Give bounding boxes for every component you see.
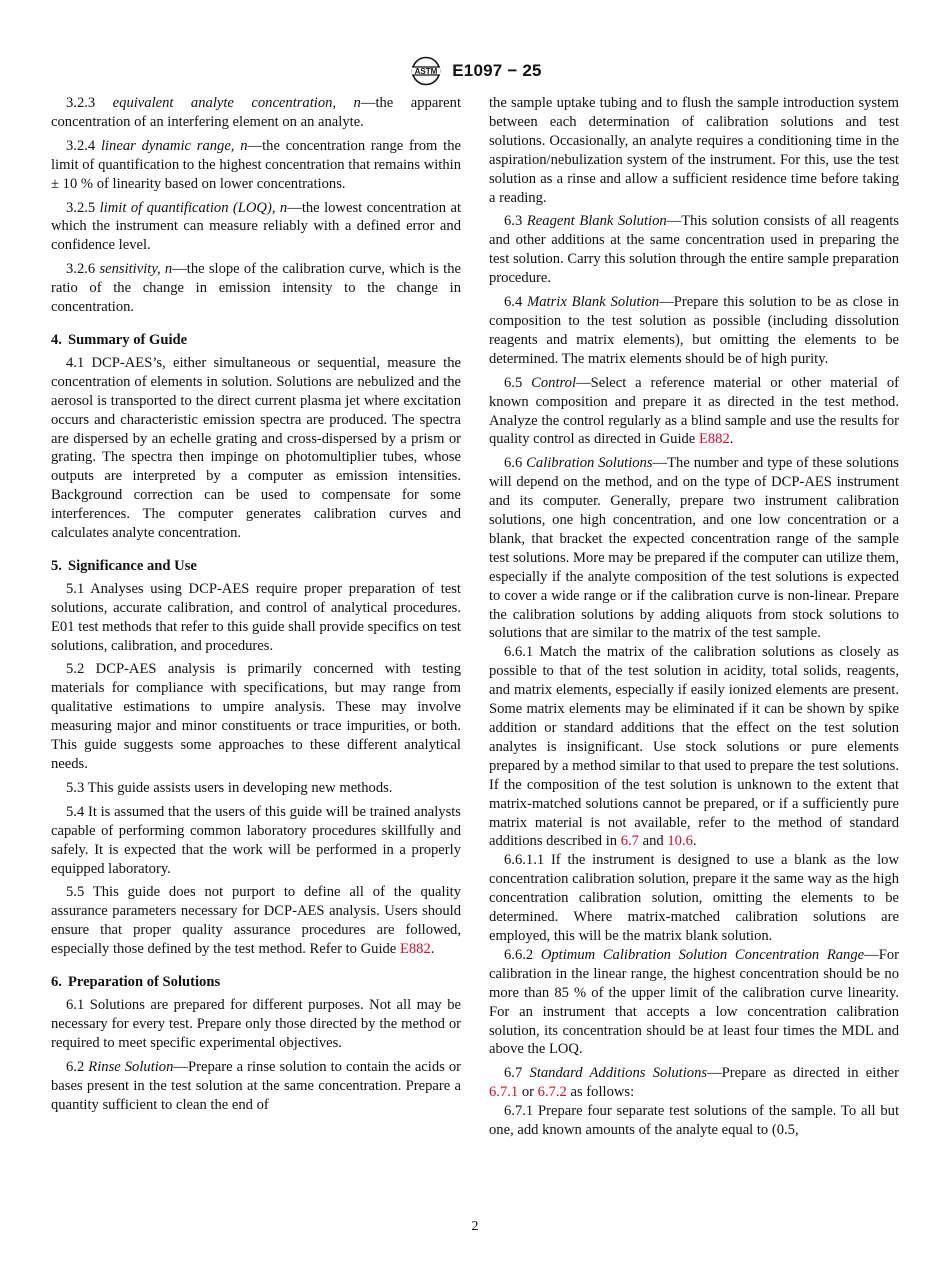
para-3-2-3: 3.2.3 equivalent analyte concentration, n—the apparent concentration of an interfering element on an analyte. (51, 95, 461, 130)
term: limit of quantification (LOQ), n (99, 199, 288, 216)
term: Reagent Blank Solution (526, 213, 667, 230)
para-4-1: 4.1 DCP-AES’s, either simultaneous or sequential, measure the concentration of elements in solution. Solutions are nebulized and the aerosol is transported to the direct current plasma jet where excitation occurs and characteristic emission spectra are produced. The spectra are dispersed by an echelle grating and cross-dispersed by a prism or grating. The spectra then impinge on photomultiplier tubes, whose outputs are interpreted by a computer as emission intensities. Background correction can be used to compensate for some interferences. The computer generates calibration curves and calculates analyte concentration. (51, 354, 461, 542)
link-10-6[interactable]: 10.6 (667, 833, 693, 850)
link-e882[interactable]: E882 (399, 941, 431, 958)
para-5-2: 5.2 DCP-AES analysis is primarily concerned with testing materials for compliance with specifications, but may range from qualitative estimations to umpire analysis. These may involve measuring major and minor constituents or trace impurities, or both. This guide suggests some approaches to these different analytical needs. (51, 661, 461, 772)
para-6-6-1-1: 6.6.1.1 If the instrument is designed to use a blank as the low concentration calibration solution, prepare it the same way as the high concentration calibration solution, omitting the elements to be determined. Where matrix-matched calibration solutions are employed, this will be the matrix blank solution. (489, 852, 899, 944)
page-header (0, 56, 950, 86)
term: Control (531, 374, 576, 391)
para-6-7-1: 6.7.1 Prepare four separate test solutions of the sample. To all but one, add known amounts of the analyte equal to (0.5, (489, 1103, 899, 1139)
link-6-7-1[interactable]: 6.7.1 (489, 1084, 519, 1101)
term: Standard Additions Solutions (529, 1065, 708, 1082)
document-id: E1097 − 25 (452, 61, 542, 80)
para-5-4: 5.4 It is assumed that the users of this guide will be trained analysts capable of performing common laboratory procedures skillfully and safely. It is expected that the work will be performed in a properly equipped laboratory. (51, 803, 461, 877)
para-6-5: 6.5 Control—Select a reference material or other material of known composition and prepare it as directed in the test method. Analyze the control regularly as a blind sample and use the results for quality control as directed in Guide E882. (489, 374, 899, 448)
astm-logo-icon (408, 56, 444, 86)
logo-text: ASTM (414, 67, 438, 76)
para-6-6-2: 6.6.2 Optimum Calibration Solution Concentration Range—For calibration in the linear range, the highest concentration should be no more than 85 % of the upper limit of the calibration curve linearity. For an instrument that accepts a low concentration calibration solution, its concentration should be at least four times the MDL and above the LOQ. (489, 946, 899, 1058)
term: sensitivity, n (99, 261, 173, 278)
para-3-2-5: 3.2.5 limit of quantification (LOQ), n—the lowest concentration at which the instrument can measure reliably with a defined error and confidence level. (51, 199, 461, 254)
para-6-3: 6.3 Reagent Blank Solution—This solution consists of all reagents and other additions at the same concentration used in preparing the test solution. Carry this solution through the entire sample preparation procedure. (489, 213, 899, 287)
term: Calibration Solutions (526, 455, 653, 472)
para-5-1: 5.1 Analyses using DCP-AES require proper preparation of test solutions, accurate calibration, and control of analytical procedures. E01 test methods that refer to this guide shall provide specifics on test solutions, calibration, and procedures. (51, 580, 461, 654)
link-6-7-2[interactable]: 6.7.2 (537, 1084, 567, 1101)
term: linear dynamic range, n (100, 137, 248, 154)
para-3-2-4: 3.2.4 linear dynamic range, n—the concentration range from the limit of quantification to the highest concentration that remains within ± 10 % of linearity based on lower concentrations. (51, 137, 461, 192)
section-heading-6: 6. Preparation of Solutions (51, 974, 221, 991)
section-heading-5: 5. Significance and Use (51, 557, 197, 574)
section-heading-4: 4. Summary of Guide (51, 331, 188, 348)
para-6-2: 6.2 Rinse Solution—Prepare a rinse solution to contain the acids or bases present in the test solution at the same concentration. Prepare a quantity sufficient to clean the end of (51, 1058, 461, 1113)
term: Matrix Blank Solution (527, 294, 660, 311)
left-column (51, 94, 461, 1119)
para-6-4: 6.4 Matrix Blank Solution—Prepare this solution to be as close in composition to the test solution as possible (including dissolution reagents and matrix elements), but omitting the elements to be determined. The matrix elements should be of high purity. (489, 294, 899, 367)
para-6-6: 6.6 Calibration Solutions—The number and type of these solutions will depend on the method, and on the type of DCP-AES instrument and its computer. Generally, prepare two instrument calibration solutions, one high concentration, and one low concentration or a blank, that bracket the expected concentration range of the sample test solutions. More may be prepared if the computer can utilize them, especially if the analyte composition of the test solutions is expected to cover a wide range or if the calibration curve is non-linear. Prepare the calibration solutions by adding aliquots from stock solutions to solutions that are similar to the matrix of the test sample. (489, 455, 899, 642)
link-e882[interactable]: E882 (698, 431, 730, 448)
para-6-2-continued: the sample uptake tubing and to flush the sample introduction system between each determination of calibration solutions and test solutions. Occasionally, an analyte requires a conditioning time in the aspiration/nebulization system of the instrument. For this, use the test solution as a rinse and allow a sufficient residence time before taking a reading. (489, 95, 899, 206)
para-6-6-1: 6.6.1 Match the matrix of the calibration solutions as closely as possible to that of the test solution in acidity, total solids, reagents, and matrix elements, especially if easily ionized elements are present. Some matrix elements may be eliminated if it can be shown by spike addition or standard additions that the effect on the test solution analytes is insignificant. Use stock solutions or pure elements prepared by a method similar to that used to prepare the test solutions. If the composition of the test solution is unknown to the extent that matrix-matched solutions cannot be prepared, or if a sufficiently pure matrix material is not available, refer to the method of standard additions described in 6.7 and 10.6. (489, 644, 899, 850)
link-6-7[interactable]: 6.7 (620, 833, 639, 850)
right-column (489, 94, 899, 1145)
para-6-7: 6.7 Standard Additions Solutions—Prepare as directed in either 6.7.1 or 6.7.2 as follows: (489, 1065, 900, 1101)
term: Rinse Solution (88, 1058, 174, 1075)
para-5-5: 5.5 This guide does not purport to define all of the quality assurance parameters necessary for DCP-AES analysis. Users should ensure that proper quality assurance procedures are followed, especially those defined by the test method. Refer to Guide E882. (51, 884, 461, 958)
term: Optimum Calibration Solution Concentration Range (540, 946, 865, 963)
page-number: 2 (471, 1219, 479, 1234)
para-6-1: 6.1 Solutions are prepared for different purposes. Not all may be necessary for every test. Prepare only those directed by the method or required to meet specific experimental objectives. (51, 996, 461, 1051)
para-3-2-6: 3.2.6 sensitivity, n—the slope of the calibration curve, which is the ratio of the change in emission intensity to the change in concentration. (51, 261, 461, 316)
para-5-3: 5.3 This guide assists users in developing new methods. (66, 779, 393, 796)
term: equivalent analyte concentration, n (112, 95, 361, 111)
